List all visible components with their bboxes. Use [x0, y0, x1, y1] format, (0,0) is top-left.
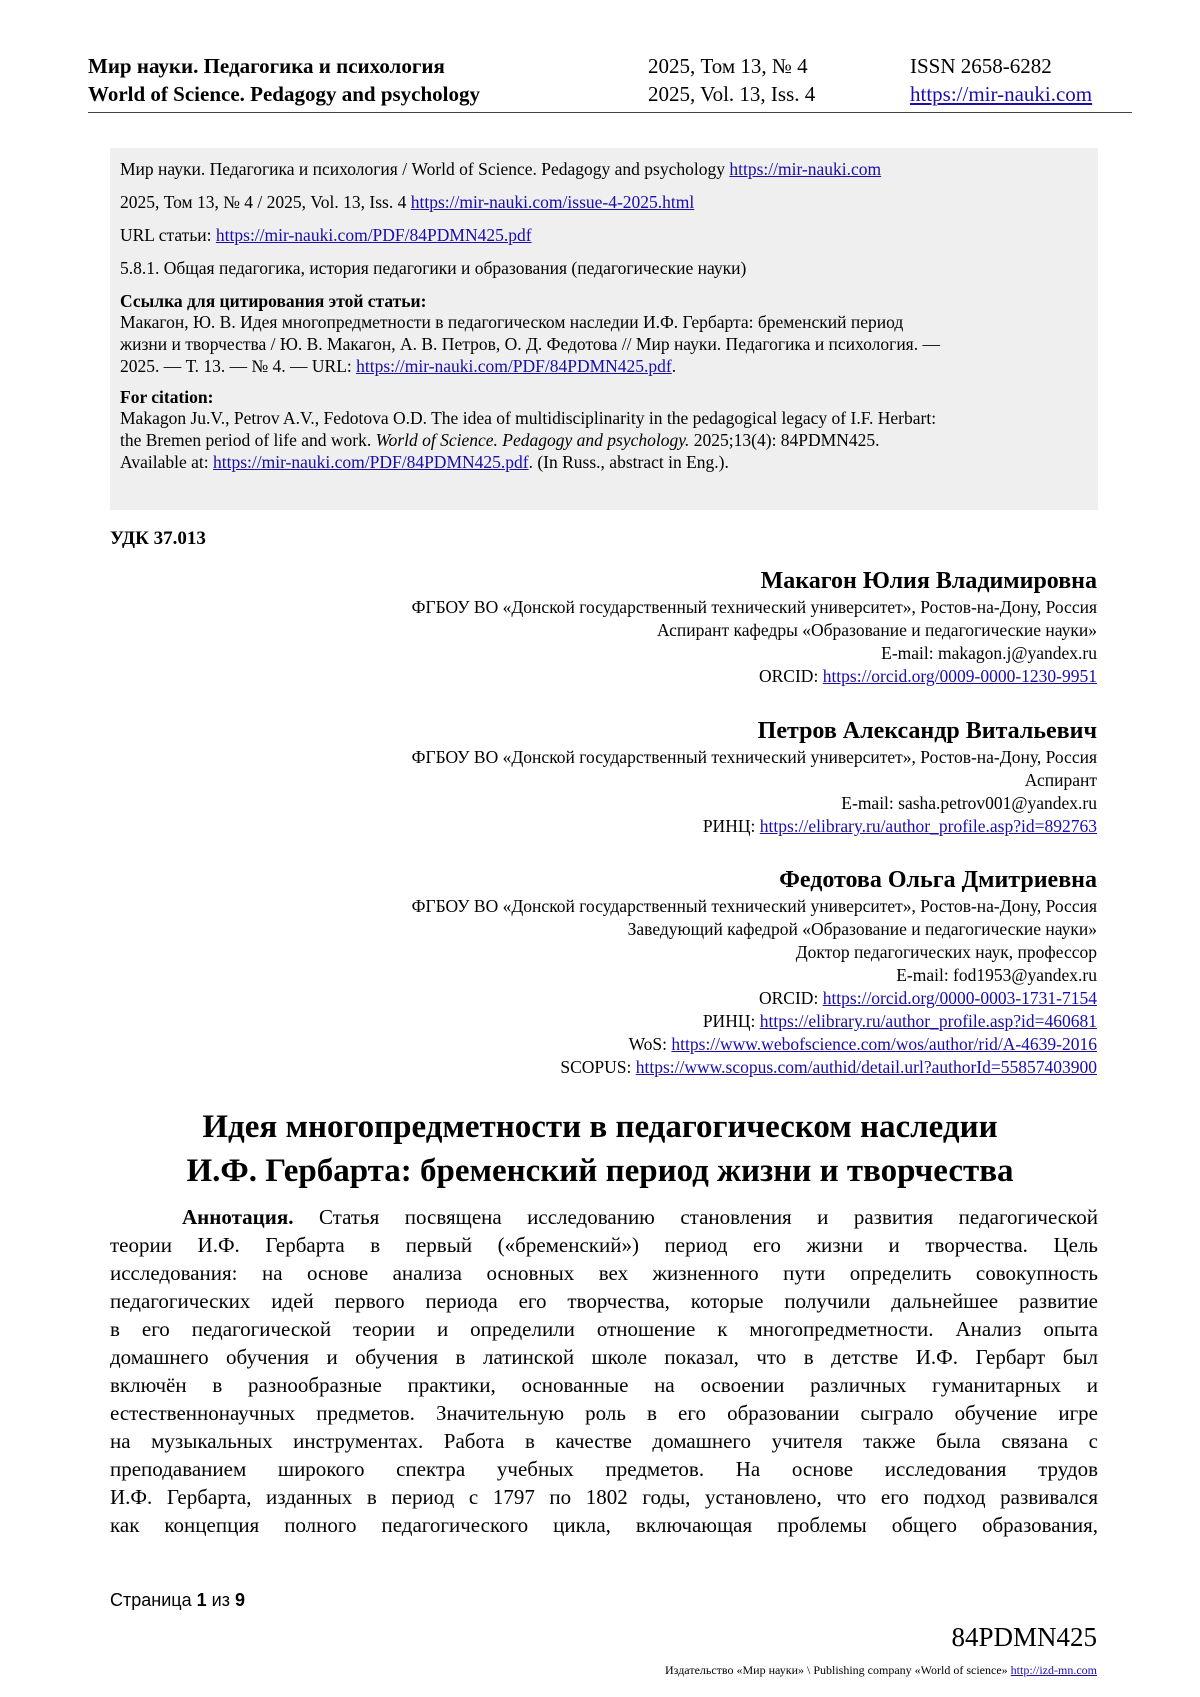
- author-name: Макагон Юлия Владимировна: [760, 568, 1097, 594]
- abstract-line: в его педагогической теории и определили отношение к многопредметности. Анализ опыта: [110, 1317, 1098, 1341]
- info-journal-line: [120, 158, 881, 180]
- cite-en-line3: [120, 451, 729, 473]
- author-orcid: [412, 987, 1097, 1010]
- author-wos: [412, 1033, 1097, 1056]
- abstract-label: Аннотация.: [182, 1205, 294, 1229]
- abstract-text: Статья посвящена исследованию становления и развития педагогической: [318, 1205, 1098, 1229]
- author-org: ФГБОУ ВО «Донской государственный технический университет», Ростов-на-Дону, Россия: [411, 747, 1097, 767]
- cite-ru-end: .: [671, 356, 677, 376]
- orcid-label: ORCID:: [759, 988, 819, 1008]
- cite-ru-title: Ссылка для цитирования этой статьи:: [120, 291, 427, 311]
- scopus-label: SCOPUS:: [560, 1057, 632, 1077]
- page-word: Страница: [110, 1590, 192, 1610]
- publisher-text: Издательство «Мир науки» \ Publishing company «World of science»: [665, 1663, 1008, 1677]
- orcid-label: ORCID:: [759, 666, 819, 686]
- info-article-link[interactable]: https://mir-nauki.com/PDF/84PDMN425.pdf: [215, 225, 532, 245]
- cite-en-line2c: 2025;13(4): 84PDMN425.: [693, 430, 880, 450]
- publisher-link[interactable]: http://izd-mn.com: [1010, 1663, 1097, 1677]
- author-position: Аспирант: [1024, 770, 1097, 790]
- info-issue-link[interactable]: https://mir-nauki.com/issue-4-2025.html: [410, 192, 695, 212]
- author-position: Аспирант кафедры «Образование и педагогические науки»: [656, 620, 1097, 640]
- udk-code: УДК 37.013: [110, 528, 206, 549]
- journal-header: [88, 52, 1132, 113]
- abstract-line: домашнего обучения и обучения в латинской школе показал, что в детстве И.Ф. Гербарт был: [110, 1345, 1098, 1369]
- author-position: Заведующий кафедрой «Образование и педагогические науки»: [627, 919, 1097, 939]
- journal-title-ru: Мир науки. Педагогика и психология: [88, 54, 445, 78]
- cite-en-line3a: Available at:: [120, 452, 209, 472]
- cite-en-line3b: . (In Russ., abstract in Eng.).: [528, 452, 729, 472]
- author-name: Петров Александр Витальевич: [757, 718, 1097, 744]
- article-title: [100, 1105, 1100, 1193]
- cite-ru-line3-text: 2025. — Т. 13. — № 4. — URL:: [120, 356, 352, 376]
- cite-en-link[interactable]: https://mir-nauki.com/PDF/84PDMN425.pdf: [212, 452, 529, 472]
- author-email: E-mail: makagon.j@yandex.ru: [881, 643, 1097, 663]
- journal-site-link[interactable]: https://mir-nauki.com: [910, 82, 1093, 106]
- author-org: ФГБОУ ВО «Донской государственный технический университет», Ростов-на-Дону, Россия: [411, 597, 1097, 617]
- wos-label: WoS:: [628, 1034, 668, 1054]
- article-title-line2: И.Ф. Гербарта: бременский период жизни и творчества: [186, 1153, 1014, 1189]
- abstract-line: естественнонаучных предметов. Значительную роль в его образовании сыграло обучение игре: [110, 1401, 1098, 1425]
- abstract: [110, 1203, 1098, 1539]
- abstract-line: как концепция полного педагогического цикла, включающая проблемы общего образования,: [110, 1513, 1098, 1537]
- abstract-line: исследования: на основе анализа основных вех жизненного пути определить совокупность: [110, 1261, 1098, 1285]
- abstract-line: теории И.Ф. Гербарта в первый («бременский») период его жизни и творчества. Цель: [110, 1233, 1098, 1257]
- cite-en-line2a: the Bremen period of life and work.: [120, 430, 372, 450]
- info-issue-text: 2025, Том 13, № 4 / 2025, Vol. 13, Iss. 4: [120, 192, 407, 212]
- issn-block: [910, 52, 1092, 108]
- author-block-3: [412, 865, 1097, 1079]
- author-rinc: [412, 815, 1097, 838]
- author-email: E-mail: fod1953@yandex.ru: [896, 965, 1097, 985]
- issue-en: 2025, Vol. 13, Iss. 4: [648, 82, 816, 106]
- issue-block: [648, 52, 815, 108]
- info-url-line: [120, 224, 532, 246]
- info-journal-link[interactable]: https://mir-nauki.com: [729, 159, 882, 179]
- cite-ru-line2: жизни и творчества / Ю. В. Макагон, А. В. Петров, О. Д. Федотова // Мир науки. Педагогика и психология. —: [120, 334, 940, 354]
- journal-title-en: World of Science. Pedagogy and psychology: [88, 82, 481, 106]
- abstract-line: И.Ф. Гербарта, изданных в период с 1797 по 1802 годы, установлено, что его подход развивался: [110, 1485, 1098, 1509]
- cite-ru-line3: [120, 355, 676, 377]
- info-issue-line: [120, 191, 694, 213]
- cite-ru-link[interactable]: https://mir-nauki.com/PDF/84PDMN425.pdf: [356, 356, 672, 376]
- issue-ru: 2025, Том 13, № 4: [648, 54, 808, 78]
- abstract-line: [110, 1203, 1098, 1231]
- rinc-label: РИНЦ:: [702, 816, 756, 836]
- abstract-line: включён в разнообразные практики, основанные на освоении различных гуманитарных и: [110, 1373, 1098, 1397]
- journal-title-block: [88, 52, 480, 108]
- info-journal-text: Мир науки. Педагогика и психология / World of Science. Pedagogy and psychology: [120, 159, 725, 179]
- cite-en-journal-italic: World of Science. Pedagogy and psychology.: [375, 430, 690, 450]
- cite-en-line2: [120, 429, 880, 451]
- rinc-label: РИНЦ:: [702, 1011, 756, 1031]
- abstract-line: на музыкальных инструментах. Работа в качестве домашнего учителя также была связана с: [110, 1429, 1098, 1453]
- author-name: Федотова Ольга Дмитриевна: [779, 867, 1097, 893]
- page-number: [110, 1590, 245, 1611]
- author-email: E-mail: sasha.petrov001@yandex.ru: [841, 793, 1097, 813]
- abstract-line: педагогических идей первого периода его творчества, которые получили дальнейшее развитие: [110, 1289, 1098, 1313]
- rinc-link[interactable]: https://elibrary.ru/author_profile.asp?id=460681: [759, 1011, 1097, 1031]
- article-info-box: [110, 148, 1098, 510]
- page-total: 9: [234, 1590, 245, 1610]
- info-specialty: 5.8.1. Общая педагогика, история педагогики и образования (педагогические науки): [120, 258, 747, 278]
- wos-link[interactable]: https://www.webofscience.com/wos/author/rid/A-4639-2016: [671, 1034, 1097, 1054]
- cite-en-line1: Makagon Ju.V., Petrov A.V., Fedotova O.D. The idea of multidisciplinarity in the pedagogical legacy of I.F. Herbart:: [120, 408, 937, 428]
- info-url-label: URL статьи:: [120, 225, 212, 245]
- cite-ru-line1: Макагон, Ю. В. Идея многопредметности в педагогическом наследии И.Ф. Гербарта: бременский период: [120, 312, 904, 332]
- abstract-line: преподаванием широкого спектра учебных предметов. На основе исследования трудов: [110, 1457, 1098, 1481]
- rinc-link[interactable]: https://elibrary.ru/author_profile.asp?id=892763: [759, 816, 1097, 836]
- author-scopus: [412, 1056, 1097, 1079]
- page-current: 1: [196, 1590, 207, 1610]
- cite-en-title: For citation:: [120, 387, 214, 407]
- author-orcid: [412, 665, 1097, 688]
- author-degree: Доктор педагогических наук, профессор: [795, 942, 1097, 962]
- page-of: из: [211, 1590, 230, 1610]
- author-block-1: [412, 566, 1097, 688]
- article-title-line1: Идея многопредметности в педагогическом наследии: [202, 1109, 998, 1145]
- author-rinc: [412, 1010, 1097, 1033]
- scopus-link[interactable]: https://www.scopus.com/authid/detail.url?authorId=55857403900: [635, 1057, 1097, 1077]
- issn: ISSN 2658-6282: [910, 54, 1052, 78]
- orcid-link[interactable]: https://orcid.org/0009-0000-1230-9951: [822, 666, 1097, 686]
- author-block-2: [412, 716, 1097, 838]
- orcid-link[interactable]: https://orcid.org/0000-0003-1731-7154: [822, 988, 1097, 1008]
- author-org: ФГБОУ ВО «Донской государственный технический университет», Ростов-на-Дону, Россия: [411, 896, 1097, 916]
- publisher-line: [665, 1663, 1097, 1678]
- article-code: 84PDMN425: [951, 1622, 1097, 1652]
